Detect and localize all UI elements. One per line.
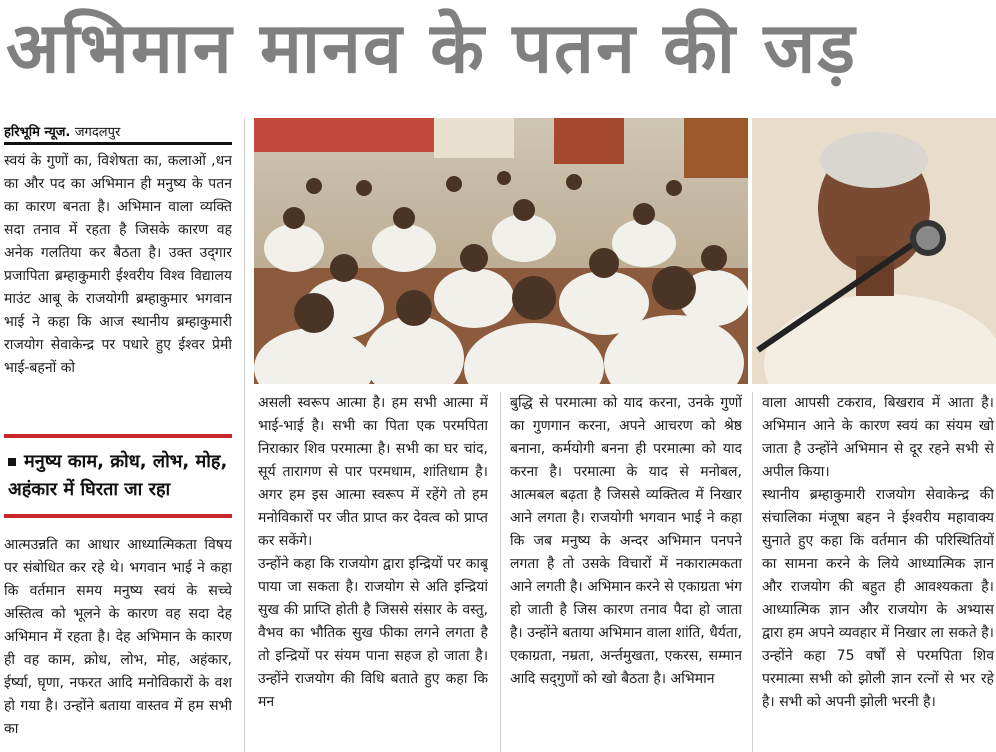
column-divider (500, 392, 501, 752)
column-1-bottom: आत्मउन्नति का आधार आध्यात्मिकता विषय पर संबोधित कर रहे थे। भगवान भाई ने कहा कि वर्तमान समय मनुष्य स्वयं के सच्चे अस्तित्व को भूलने के कारण वह सदा देह अभिमान में रहता है। देह अभिमान के कारण ही वह काम, क्रोध, लोभ, मोह, अहंकार, ईर्ष्या, घृणा, नफरत आदि मनोविकारों के वश हो गया है। उन्होंने बताया वास्तव में हम सभी का (4, 537, 232, 737)
column-divider (244, 118, 245, 752)
headline: अभिमान मानव के पतन की जड़ (6, 7, 857, 89)
column-3: बुद्धि से परमात्मा को याद करना, उनके गुणों का गुणगान करना, अपने आचरण को श्रेष्ठ बनाना, कर्मयोगी बनना ही परमात्मा को याद करना है। परमात्मा के याद से मनोबल, आत्मबल बढ़ता है जिससे व्यक्तित्व में निखार आने लगता है। राजयोगी भगवान भाई ने कहा कि जब मनुष्य के अन्दर अभिमान पनपने लगता है तो उसके विचारों में नकारात्मकता आने लगती है। अभिमान करने से एकाग्रता भंग हो जाती है जिस कारण तनाव पैदा हो जाता है। उन्होंने बताया अभिमान वाला शांति, धैर्यता, एकाग्रता, नम्रता, अर्न्तमुखता, एकरस, सम्मान आदि सद्‌गुणों को खो बैठता है। अभिमान (510, 395, 742, 687)
speaker-photo-image (752, 118, 996, 384)
pullquote-text: मनुष्य काम, क्रोध, लोभ, मोह, अहंकार में घिरता जा रहा (8, 451, 228, 500)
column-1-top: स्वयं के गुणों का, विशेषता का, कलाओं ,धन का और पद का अभिमान ही मनुष्य के पतन का कारण बनता है। अभिमान वाला व्यक्ति सदा तनाव में रहता है जिसके कारण वह अनेक गलतिया कर बैठता है। उक्त उद्‌गार प्रजापिता ब्रम्हाकुमारी ईश्वरीय विश्व विद्यालय माउंट आबू के राजयोगी ब्रम्हाकुमार भगवान भाई ने कहा कि आज स्थानीय ब्रम्हाकुमारी राजयोग सेवाकेन्द्र पर पधारे हुए ईश्वर प्रेमी भाई-बहनों को (4, 153, 232, 376)
pullquote (8, 448, 232, 504)
pullquote-top-rule (4, 434, 232, 438)
byline-source: हरिभूमि न्यूज. (4, 125, 71, 140)
pullquote-bottom-rule (4, 514, 232, 518)
audience-photo-image (254, 118, 748, 384)
column-divider (752, 392, 753, 752)
audience-photo (254, 118, 748, 384)
column-2: असली स्वरूप आत्मा है। हम सभी आत्मा में भाई-भाई है। सभी का पिता एक परमपिता निराकार शिव परमात्मा है। सभी का घर चांद, सूर्य तारागण से पार परमधाम, शांतिधाम है। अगर हम इस आत्मा स्वरूप में रहेंगे तो हम मनोविकारों पर जीत प्राप्त कर देवत्व को प्राप्त कर सकेंगे। उन्होंने कहा कि राजयोग द्वारा इन्द्रियों पर काबू पाया जा सकता है। राजयोग से अति इन्द्रियां सुख की प्राप्ति होती है जिससे संसार के वस्तु, वैभव का भौतिक सुख फीका लगने लगता है तो इन्द्रियों पर संयम पाना सहज हो जाता है। उन्होंने राजयोग की विधि बताते हुए कहा कि मन (258, 395, 488, 710)
byline (4, 122, 120, 140)
speaker-photo (752, 118, 996, 384)
bullet-icon (8, 458, 16, 466)
byline-place: जगदलपुर (74, 125, 121, 140)
byline-rule (4, 142, 232, 145)
column-4: वाला आपसी टकराव, बिखराव में आता है। अभिमान आने के कारण स्वयं का संयम खो जाता है उन्होंने अभिमान से दूर रहने सभी से अपील किया। स्थानीय ब्रम्हाकुमारी राजयोग सेवाकेन्द्र की संचालिका मंजूषा बहन ने ईश्वरीय महावाक्य सुनाते हुए कहा कि वर्तमान की परिस्थितियों का सामना करने के लिये आध्यात्मिक ज्ञान और राजयोग की बहुत ही आवश्यकता है। आध्यात्मिक ज्ञान और राजयोग के अभ्यास द्वारा हम अपने व्यवहार में निखार ला सकते है। उन्होंने कहा 75 वर्षों से परमपिता शिव परमात्मा सभी को झोली ज्ञान रत्नों से भर रहे है। सभी को अपनी झोली भरनी है। (762, 395, 994, 710)
